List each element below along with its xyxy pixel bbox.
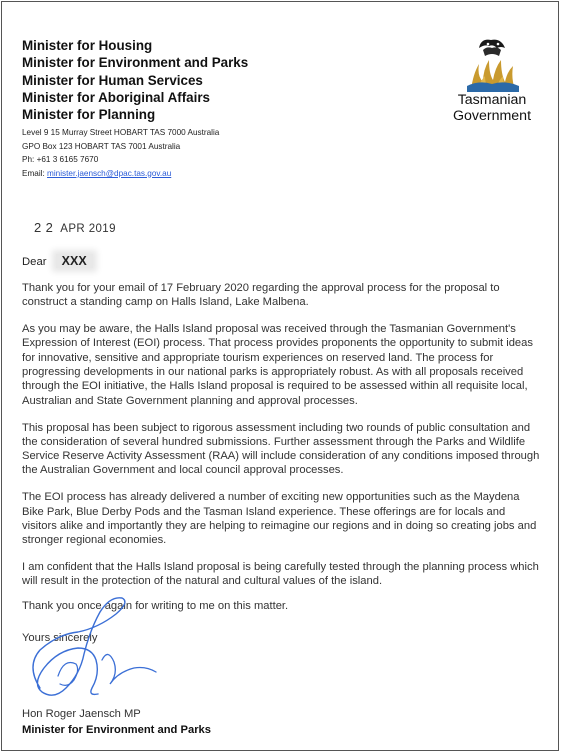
salutation [22,254,93,268]
email-label: Email: [22,168,45,178]
sign-off: Yours sincerely [22,632,98,644]
email-line [22,167,219,181]
tasmanian-government-logo [446,34,538,124]
address-line: GPO Box 123 HOBART TAS 7001 Australia [22,141,181,151]
handwritten-signature [18,588,168,708]
signer-name: Hon Roger Jaensch MP [22,708,141,720]
address-line: Level 9 15 Murray Street HOBART TAS 7000 Australia [22,128,220,137]
office-address [22,126,219,180]
body-paragraph: Thank you for your email of 17 February 2020 regarding the approval process for the proposal to construct a standing camp on Halls Island, Lake Malbena. [22,282,500,309]
tasmanian-tiger-emblem-icon [461,34,523,92]
closing-line: Thank you once again for writing to me on this matter. [22,600,289,612]
minister-title: Minister for Planning [22,107,156,123]
signer-title: Minister for Environment and Parks [22,724,211,736]
body-paragraph: The EOI process has already delivered a number of exciting new opportunities such as the Maydena Bike Park, Blue Derby Pods and the Tasman Island experience. These offerings are for locals and visitors alike and importantly they are helping to reimagine our regions and in doing so creating jobs and stronger regional economies. [22,491,537,547]
phone-line: Ph: +61 3 6165 7670 [22,155,99,165]
body-paragraph: I am confident that the Halls Island proposal is being carefully tested through the planning process which will result in the protection of the natural and cultural values of the island. [22,561,539,588]
logo-text-tasmanian: Tasmanian [457,92,527,108]
minister-title: Minister for Housing [22,38,153,53]
body-paragraph: As you may be aware, the Halls Island proposal was received through the Tasmanian Government's Expression of Interest (EOI) process. That process provides proponents the opportunity to submit ideas for innovative, sensitive and appropriate tourism experiences on reserved land. The process for progressing developments in our national parks is appropriately robust. As with all proposals received through the EOI initiative, the Halls Island proposal is required to be assessed within all requisite local, Australian and State Government planning and approval processes. [22,323,533,407]
letter-body [22,281,542,601]
logo-text-government: Government [452,108,532,124]
body-paragraph: This proposal has been subject to rigorous assessment including two rounds of public consultation and the consideration of several hundred submissions. Further assessment through the Parks and Wildlife Service Reserve Activity Assessment (RAA) will include consideration of any conditions imposed through the Australian Government and local council approval processes. [22,421,540,477]
date-month-year: APR 2019 [60,223,116,235]
redacted-recipient-name: XXX [56,254,93,268]
letter-date [34,220,116,235]
email-link[interactable]: minister.jaensch@dpac.tas.gov.au [47,168,172,178]
salutation-greeting: Dear [22,256,47,268]
minister-title: Minister for Human Services [22,72,203,88]
minister-titles [22,37,248,123]
date-day: 2 2 [34,220,54,235]
minister-title: Minister for Aboriginal Affairs [22,89,210,105]
minister-title: Minister for Environment and Parks [22,55,249,71]
